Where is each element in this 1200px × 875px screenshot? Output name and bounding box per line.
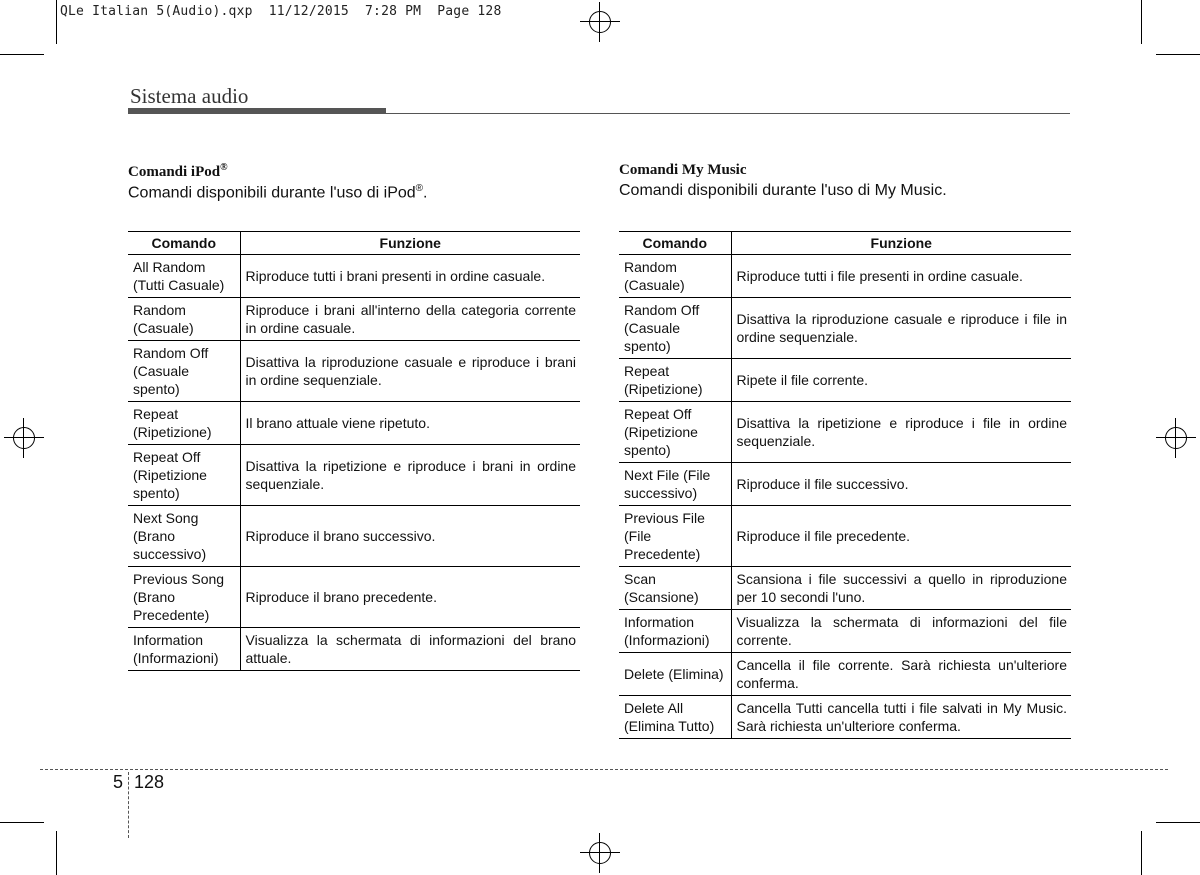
table-row	[128, 341, 580, 402]
footer-dashed-rule	[40, 769, 1168, 770]
table-header-row	[128, 232, 580, 255]
table-row	[128, 628, 580, 671]
registration-mark-top	[580, 2, 620, 42]
function-cell: Riproduce il file successivo.	[731, 463, 1071, 506]
table-row	[619, 506, 1071, 567]
footer-dashed-divider	[128, 772, 129, 838]
function-cell: Visualizza la schermata di informazioni del file corrente.	[731, 610, 1071, 653]
table-row	[619, 696, 1071, 739]
function-cell: Riproduce il brano precedente.	[240, 567, 580, 628]
column-header-function: Funzione	[240, 232, 580, 255]
chapter-number: 5	[113, 772, 124, 792]
mymusic-commands-table	[619, 231, 1071, 739]
table-row	[619, 255, 1071, 298]
command-cell: Information (Informazioni)	[128, 628, 240, 671]
table-row	[128, 255, 580, 298]
crop-mark-top-left-h	[0, 54, 44, 55]
function-cell: Disattiva la ripetizione e riproduce i file in ordine sequenziale.	[731, 402, 1071, 463]
function-cell: Scansiona i file successivi a quello in riproduzione per 10 secondi l'uno.	[731, 567, 1071, 610]
command-cell: Repeat (Ripetizione)	[619, 359, 731, 402]
print-slug: QLe Italian 5(Audio).qxp 11/12/2015 7:28 PM Page 128	[60, 4, 502, 19]
command-cell: Next Song (Brano successivo)	[128, 506, 240, 567]
crop-mark-bottom-left-h	[0, 822, 44, 823]
function-cell: Riproduce il file precedente.	[731, 506, 1071, 567]
table-row	[128, 445, 580, 506]
column-header-function: Funzione	[731, 232, 1071, 255]
crop-mark-top-left-v	[56, 0, 57, 44]
ipod-commands-table	[128, 231, 580, 671]
ipod-intro	[128, 183, 428, 202]
table-row	[619, 298, 1071, 359]
command-cell: Delete All (Elimina Tutto)	[619, 696, 731, 739]
command-cell: Repeat Off (Ripetizione spento)	[128, 445, 240, 506]
ipod-intro-end: .	[423, 184, 428, 202]
registered-mark: ®	[415, 183, 424, 194]
command-cell: Information (Informazioni)	[619, 610, 731, 653]
table-header-row	[619, 232, 1071, 255]
column-header-command: Comando	[619, 232, 731, 255]
table-row	[128, 506, 580, 567]
function-cell: Cancella il file corrente. Sarà richiesta un'ulteriore conferma.	[731, 653, 1071, 696]
table-row	[619, 567, 1071, 610]
command-cell: Scan (Scansione)	[619, 567, 731, 610]
registration-mark-right	[1156, 418, 1196, 458]
column-header-command: Comando	[128, 232, 240, 255]
table-row	[128, 567, 580, 628]
command-cell: Repeat Off (Ripetizione spento)	[619, 402, 731, 463]
function-cell: Disattiva la ripetizione e riproduce i brani in ordine sequenziale.	[240, 445, 580, 506]
table-row	[619, 402, 1071, 463]
command-cell: Previous File (File Precedente)	[619, 506, 731, 567]
registration-mark-left	[4, 418, 44, 458]
function-cell: Riproduce tutti i brani presenti in ordine casuale.	[240, 255, 580, 298]
command-cell: Random (Casuale)	[619, 255, 731, 298]
function-cell: Disattiva la riproduzione casuale e riproduce i brani in ordine sequenziale.	[240, 341, 580, 402]
ipod-intro-text: Comandi disponibili durante l'uso di iPod	[128, 184, 416, 202]
table-row	[619, 653, 1071, 696]
mymusic-heading: Comandi My Music	[619, 162, 747, 178]
function-cell: Riproduce tutti i file presenti in ordine casuale.	[731, 255, 1071, 298]
function-cell: Cancella Tutti cancella tutti i file salvati in My Music. Sarà richiesta un'ulteriore conferma.	[731, 696, 1071, 739]
function-cell: Riproduce i brani all'interno della categoria corrente in ordine casuale.	[240, 298, 580, 341]
table-row	[128, 298, 580, 341]
section-rule-thin	[386, 113, 1070, 114]
command-cell: Previous Song (Brano Precedente)	[128, 567, 240, 628]
page-number: 128	[134, 772, 165, 792]
command-cell: Repeat (Ripetizione)	[128, 402, 240, 445]
command-cell: Random (Casuale)	[128, 298, 240, 341]
function-cell: Il brano attuale viene ripetuto.	[240, 402, 580, 445]
table-row	[619, 463, 1071, 506]
command-cell: Next File (File successivo)	[619, 463, 731, 506]
command-cell: Delete (Elimina)	[619, 653, 731, 696]
crop-mark-bottom-right-v	[1141, 831, 1142, 875]
function-cell: Riproduce il brano successivo.	[240, 506, 580, 567]
registered-mark: ®	[220, 162, 228, 173]
crop-mark-top-right-v	[1141, 0, 1142, 44]
table-row	[619, 359, 1071, 402]
command-cell: Random Off (Casuale spento)	[619, 298, 731, 359]
command-cell: Random Off (Casuale spento)	[128, 341, 240, 402]
crop-mark-bottom-left-v	[56, 831, 57, 875]
function-cell: Ripete il file corrente.	[731, 359, 1071, 402]
crop-mark-bottom-right-h	[1156, 822, 1200, 823]
command-cell: All Random (Tutti Casuale)	[128, 255, 240, 298]
registration-mark-bottom	[580, 833, 620, 873]
crop-mark-top-right-h	[1156, 54, 1200, 55]
table-row	[619, 610, 1071, 653]
function-cell: Disattiva la riproduzione casuale e riproduce i file in ordine sequenziale.	[731, 298, 1071, 359]
table-row	[128, 402, 580, 445]
section-rule-thick	[128, 108, 386, 114]
section-title: Sistema audio	[130, 84, 249, 108]
ipod-heading-text: Comandi iPod	[128, 164, 221, 180]
mymusic-intro: Comandi disponibili durante l'uso di My Music.	[619, 182, 947, 199]
function-cell: Visualizza la schermata di informazioni del brano attuale.	[240, 628, 580, 671]
ipod-heading	[128, 162, 228, 181]
